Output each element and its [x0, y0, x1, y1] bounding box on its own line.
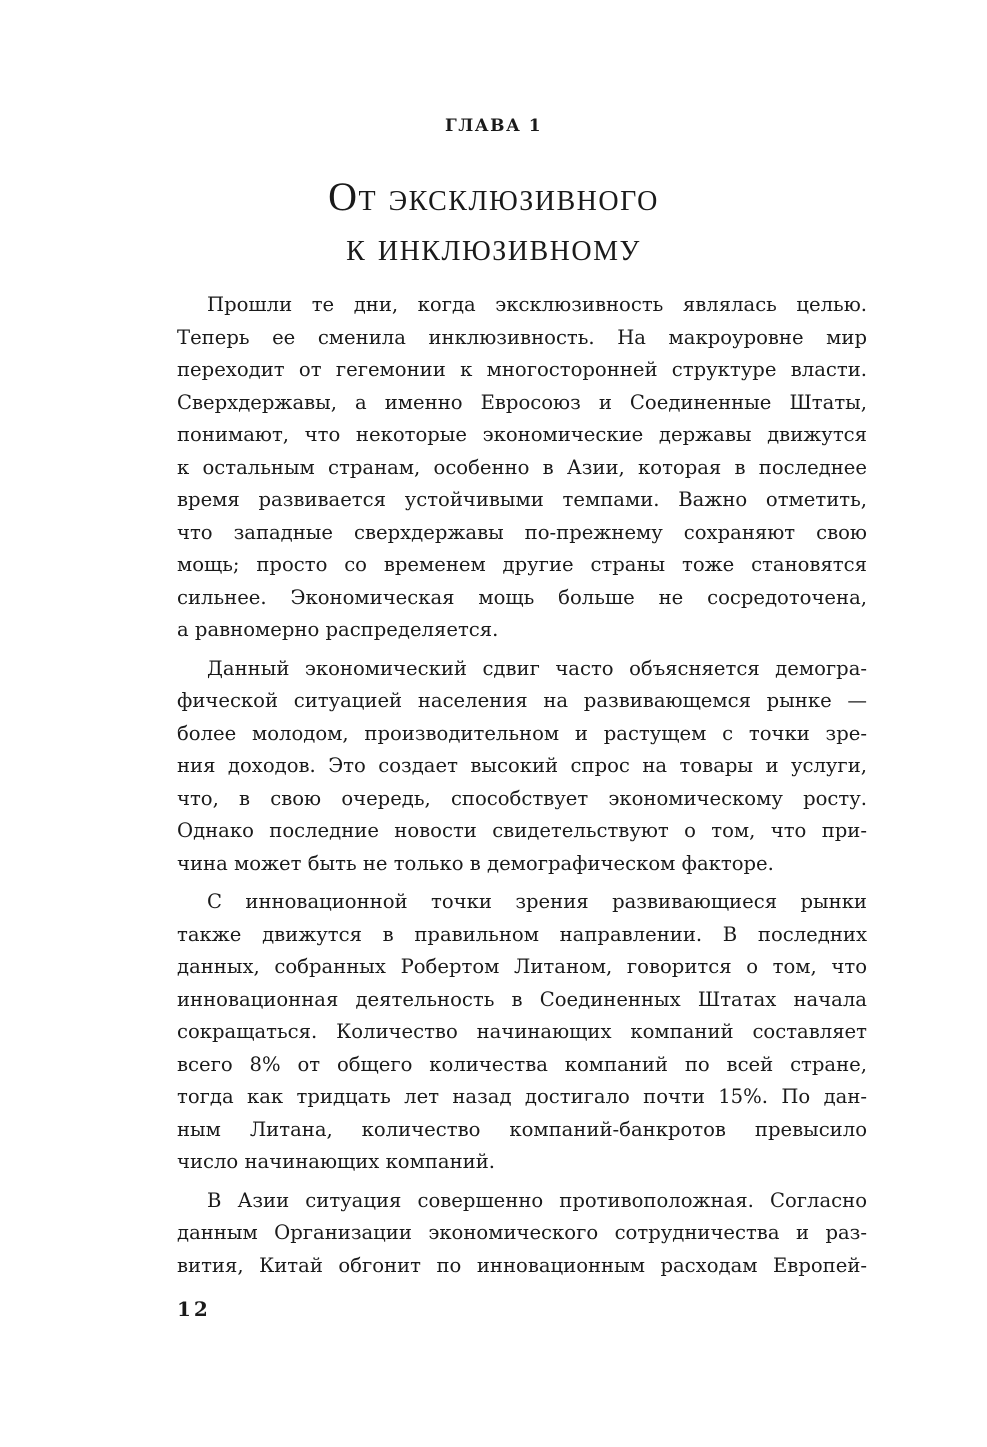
text-line: Сверхдержавы, а именно Евросоюз и Соединенные Штаты,	[177, 390, 867, 414]
text-line: мощь; просто со временем другие страны тоже становятся	[177, 553, 867, 576]
text-line: более молодом, производительном и растущем с точки зре-	[177, 721, 867, 745]
text-line: понимают, что некоторые экономические державы движутся	[177, 423, 867, 446]
text-line: Данный экономический сдвиг часто объясняется демогра-	[207, 656, 867, 680]
text-line: Прошли те дни, когда эксклюзивность являлась целью.	[207, 293, 867, 316]
text-line: чина может быть не только в демографическом факторе.	[177, 851, 774, 875]
text-line: ным Литана, количество компаний-банкротов превысило	[177, 1117, 867, 1141]
text-line: к остальным странам, особенно в Азии, которая в последнее	[177, 455, 867, 479]
text-line: инновационная деятельность в Соединенных Штатах начала	[177, 987, 867, 1011]
text-line: ния доходов. Это создает высокий спрос на товары и услуги,	[177, 754, 867, 777]
text-line: также движутся в правильном направлении. В последних	[177, 922, 867, 946]
chapter-label: ГЛАВА 1	[444, 116, 543, 136]
paragraph	[177, 653, 867, 881]
text-line: время развивается устойчивыми темпами. Важно отметить,	[177, 488, 867, 511]
text-line: переходит от гегемонии к многосторонней структуре власти.	[177, 358, 867, 381]
text-line: число начинающих компаний.	[177, 1150, 495, 1173]
text-line: данных, собранных Робертом Литаном, говорится о том, что	[177, 955, 867, 978]
text-line: что, в свою очередь, способствует экономическому росту.	[177, 786, 867, 810]
paragraph	[177, 886, 867, 1179]
text-line: всего 8% от общего количества компаний по всей стране,	[177, 1052, 867, 1076]
text-line: Теперь ее сменила инклюзивность. На макроуровне мир	[177, 325, 867, 349]
text-line: В Азии ситуация совершенно противоположная. Согласно	[207, 1188, 867, 1212]
text-line: сильнее. Экономическая мощь больше не сосредоточена,	[177, 585, 867, 609]
text-line: сокращаться. Количество начинающих компаний составляет	[177, 1020, 867, 1043]
text-line: данным Организации экономического сотрудничества и раз-	[177, 1221, 867, 1244]
paragraph	[177, 1185, 867, 1283]
text-line: С инновационной точки зрения развивающиеся рынки	[207, 890, 867, 913]
chapter-title-line-1: От эксклюзивного	[328, 174, 659, 219]
body-text	[177, 289, 867, 1288]
text-line: Однако последние новости свидетельствуют о том, что при-	[177, 819, 867, 842]
text-line: что западные сверхдержавы по-прежнему сохраняют свою	[177, 520, 867, 544]
chapter-title-line-2: к инклюзивному	[346, 224, 641, 269]
chapter-title	[0, 172, 987, 272]
text-line: вития, Китай обгонит по инновационным расходам Европей-	[177, 1253, 867, 1277]
text-line: а равномерно распределяется.	[177, 618, 499, 641]
text-line: тогда как тридцать лет назад достигало почти 15%. По дан-	[177, 1085, 867, 1108]
text-line: фической ситуацией населения на развивающемся рынке —	[177, 689, 867, 712]
paragraph	[177, 289, 867, 647]
page-number: 12	[177, 1297, 211, 1321]
